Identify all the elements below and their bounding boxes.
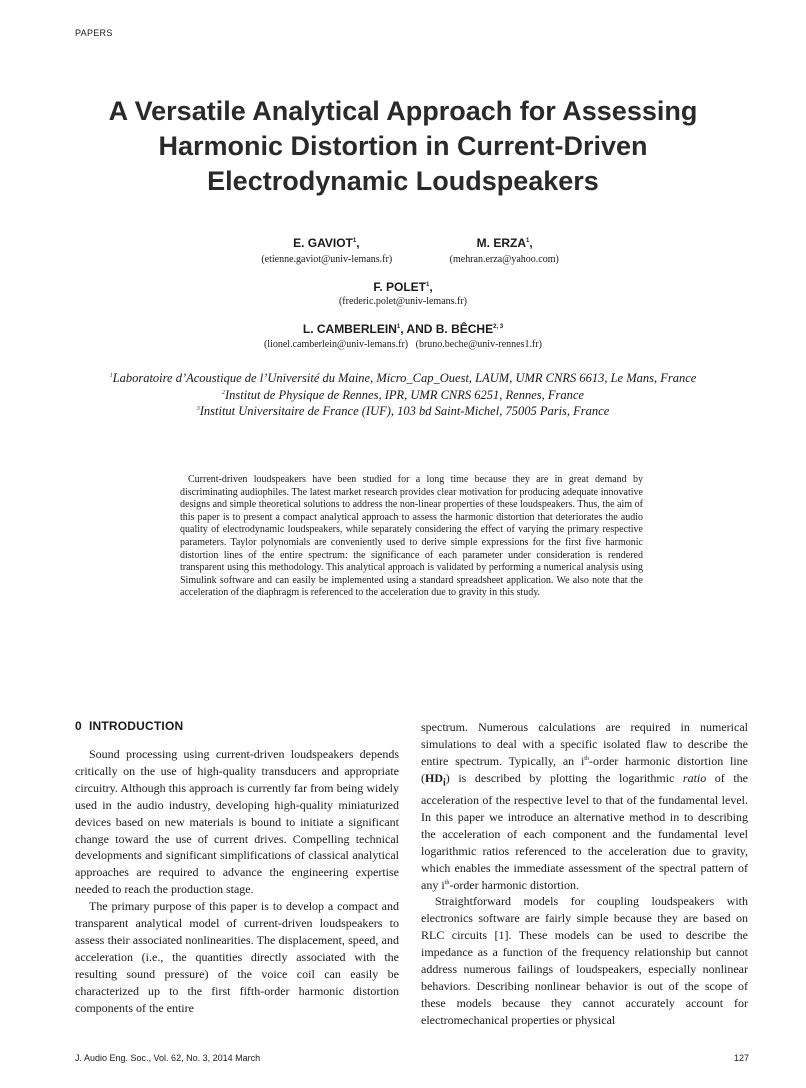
abstract: Current-driven loudspeakers have been studied for a long time because they are in great demand by discriminating audiophiles. The latest market research provides clear motivation for producing adequate innovative designs and simple theoretical solutions to address the non-linear properties of these loudspeakers. Thus, the aim of this paper is to present a compact analytical approach to assess the harmonic distortion that deteriorates the audio quality of electrodynamic loudspeakers, while separately considering the effect of varying the primary respective parameters. Taylor polynomials are conveniently used to derive simple expressions for the first five harmonic distortion lines of the entire spectrum: the significance of each parameter under consideration is rendered transparent using this methodology. This analytical approach is validated by performing a numerical analysis using Simulink software and can easily be implemented using a standard spreadsheet application. We also note that the acceleration of the diaphragm is referenced to the acceleration due to gravity in this study. [180, 474, 643, 599]
author-row-3: L. CAMBERLEIN$^1$, AND B. BÊCHE$^{2, 3}$ [302, 322, 504, 336]
email-beche: (bruno.beche@univ-rennes1.fr) [415, 339, 543, 350]
author-polet: F. POLET$^1$, [373, 280, 433, 294]
author-row-1 [0, 236, 806, 250]
footer-citation: J. Audio Eng. Soc., Vol. 62, No. 3, 2014 March [75, 1053, 261, 1063]
title-line: A Versatile Analytical Approach for Assessing [108, 96, 698, 126]
section-number: 0 [75, 719, 82, 733]
email-gaviot: (etienne.gaviot@univ-lemans.fr) [261, 254, 393, 265]
author-erza: M. ERZA$^1$, [476, 236, 533, 250]
right-column [421, 719, 748, 1029]
author-gaviot: E. GAVIOT$^1$, [293, 236, 360, 250]
email-erza: (mehran.erza@yahoo.com) [449, 254, 559, 265]
left-column [75, 719, 399, 1017]
intro-paragraph-2: The primary purpose of this paper is to develop a compact and transparent analytical model of current-driven loudspeakers to assess their associated nonlinearities. The displacement, speed, and acceleration (i.e., the quantities directly associated with the resulting sound pressure) of the voice coil can easily be characterized up to the first fifth-order harmonic distortion components of the entire [75, 899, 399, 1015]
intro-paragraph-3: Straightforward models for coupling loudspeakers with electronics software are fairly simple because they are based on RLC circuits [1]. These models can be used to describe the impedance as a function of the frequency relationship but cannot address numerous failings of loudspeakers, especially nonlinear behaviors. Describing nonlinear behavior is out of the scope of these models because they cannot accurately account for electromechanical properties or physical [421, 894, 748, 1027]
title-line: Electrodynamic Loudspeakers [207, 166, 599, 196]
email-polet: (frederic.polet@univ-lemans.fr) [338, 296, 468, 307]
section-title: INTRODUCTION [88, 719, 184, 733]
affiliation-3: $^3$Institut Universitaire de France (IUF), 103 bd Saint-Michel, 75005 Paris, France [196, 404, 610, 418]
author-camberlein: L. CAMBERLEIN [302, 322, 397, 336]
hd-symbol: $HD_i$ [425, 770, 446, 789]
email-row-3 [0, 339, 806, 350]
author-beche: B. BÊCHE [435, 322, 494, 336]
affiliation-2: $^2$Institut de Physique de Rennes, IPR, UMR CNRS 6251, Rennes, France [222, 387, 584, 402]
title-line: Harmonic Distortion in Current-Driven [158, 131, 648, 161]
affiliation-1: $^1$Laboratoire d’Acoustique de l’Université du Maine, Micro_Cap_Ouest, LAUM, UMR CNRS 6613, Le Mans, France [109, 371, 697, 385]
email-camberlein: (lionel.camberlein@univ-lemans.fr) [263, 339, 409, 350]
intro-paragraph-1: Sound processing using current-driven loudspeakers depends critically on the use of high-quality transducers and appropriate circuitry. Although this approach is currently far from being widely used in the audio industry, developing high-quality miniaturized devices based on new materials is bound to initiate a significant change toward the use of current drives. Compelling technical developments and significant simplifications of classical analytical approaches are required to advance the engineering expertise needed to reach the production stage. [75, 747, 399, 897]
page-number: 127 [733, 1053, 749, 1063]
affiliations [0, 370, 806, 420]
running-header: PAPERS [75, 28, 113, 38]
email-row-1 [0, 254, 806, 265]
paper-title [60, 94, 746, 199]
intro-paragraph-2-continued: spectrum. Numerous calculations are required in numerical simulations to deal with a specific isolated flaw to describe the entire spectrum. Typically, an $i^{th}$-order harmonic distortion line $(HD_i)$ is described by plotting the logarithmic ratio of the acceleration of the respective level to that of the fundamental level. In this paper we introduce an alternative method in to describing the acceleration of each component and the fundamental level logarithmic ratios referenced to the acceleration due to gravity, which enables the immediate assessment of the spectral pattern of any $i^{th}$-order harmonic distortion. [421, 720, 748, 892]
section-heading [75, 719, 399, 733]
